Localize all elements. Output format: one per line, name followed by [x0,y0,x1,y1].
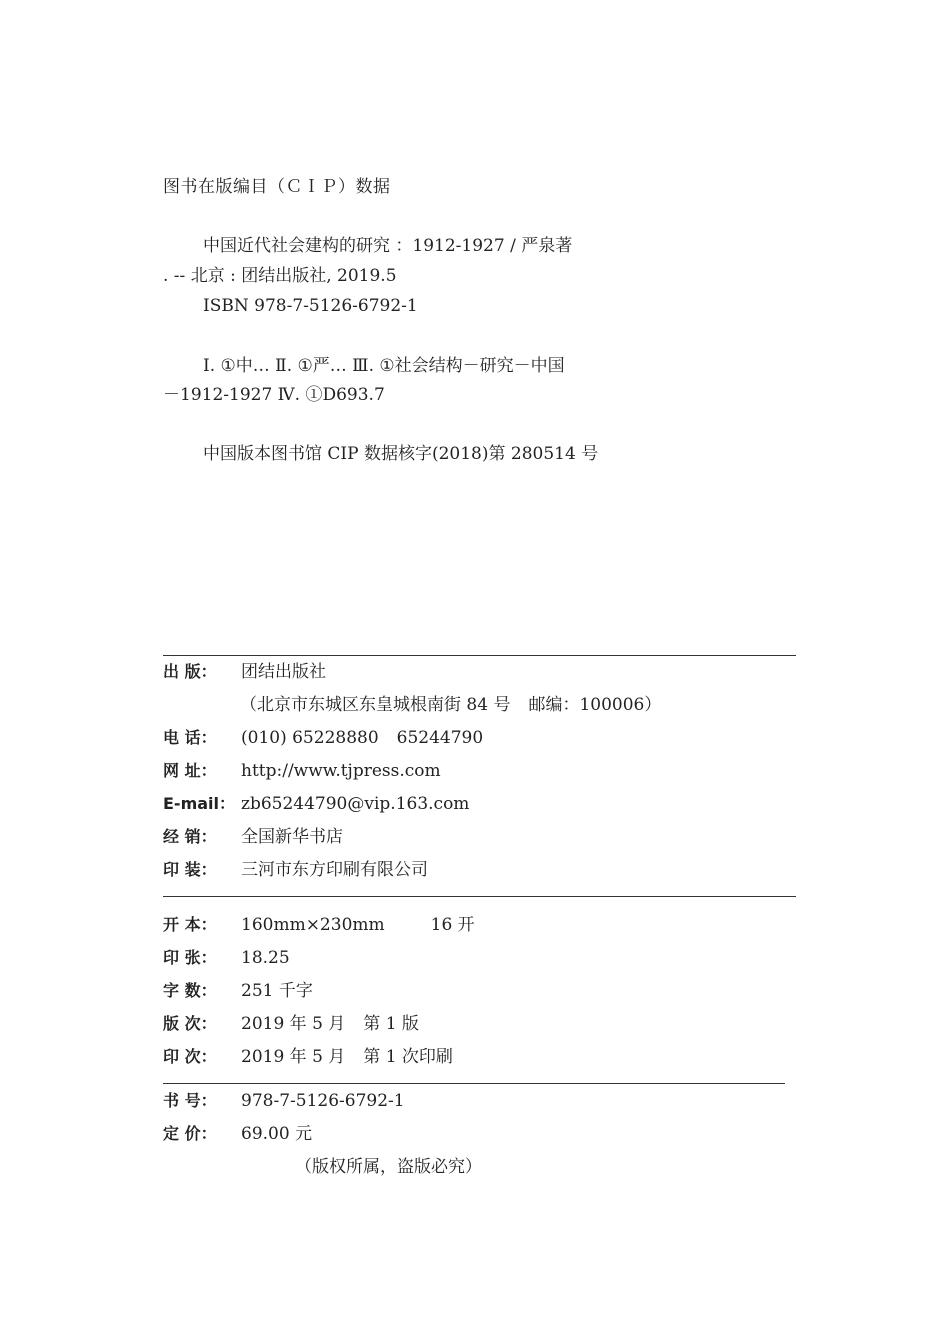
info-label: 字 数： [163,981,217,1000]
divider-top [163,655,796,656]
website-value: http://www.tjpress.com [241,761,441,781]
phone-value-2: 65244790 [396,728,484,748]
price-value: 69.00 元 [241,1124,313,1144]
postcode-value: 邮编：100006） [528,695,662,715]
cip-line-verification: 中国版本图书馆 CIP 数据核字(2018)第 280514 号 [203,444,599,464]
info-value: 团结出版社 [241,662,326,682]
info-label: 印 张： [163,948,217,967]
info-row-format [163,913,475,937]
cip-line-isbn: ISBN 978-7-5126-6792-1 [203,296,418,316]
info-label: E-mail： [163,794,236,813]
cip-title: 图书在版编目（ＣＩＰ）数据 [163,177,391,197]
info-row-distributor [163,825,343,849]
info-row-sheets [163,946,290,970]
info-label: 印 装： [163,860,217,879]
info-label: 开 本： [163,915,217,934]
info-label: 书 号： [163,1091,217,1110]
info-label: 出 版： [163,662,217,681]
info-label: 定 价： [163,1124,217,1143]
book-number-value: 978-7-5126-6792-1 [241,1091,405,1111]
cip-line-publisher: . -- 北京 : 团结出版社, 2019.5 [163,266,397,286]
info-row-printer [163,858,428,882]
phone-value-1: (010) 65228880 [241,728,379,748]
format-value-2: 16 开 [430,915,475,935]
info-row-phone [163,726,483,750]
info-row-edition [163,1012,419,1036]
info-label: 版 次： [163,1014,217,1033]
printing-value-2: 第 1 次印刷 [363,1047,453,1067]
address-value: （北京市东城区东皇城根南街 84 号 [240,695,511,715]
info-label: 电 话： [163,728,217,747]
info-label: 网 址： [163,761,217,780]
info-row-words [163,979,313,1003]
printing-value-1: 2019 年 5 月 [241,1047,346,1067]
email-value: zb65244790@vip.163.com [241,794,470,814]
info-row-book-number [163,1089,405,1113]
cip-line-subjects: Ⅰ. ①中… Ⅱ. ①严… Ⅲ. ①社会结构－研究－中国 [203,356,565,376]
distributor-value: 全国新华书店 [241,827,343,847]
info-label: 印 次： [163,1047,217,1066]
format-value-1: 160mm×230mm [241,915,385,935]
edition-value-1: 2019 年 5 月 [241,1014,346,1034]
divider-middle [163,896,796,897]
info-row-website [163,759,441,783]
info-row-publisher [163,660,326,684]
info-row-printing [163,1045,453,1069]
printer-value: 三河市东方印刷有限公司 [241,860,428,880]
cip-line-classification: －1912-1927 Ⅳ. ①D693.7 [163,385,385,405]
info-label: 经 销： [163,827,217,846]
cip-line-title-author: 中国近代社会建构的研究 ：1912-1927 / 严泉著 [203,236,573,256]
edition-value-2: 第 1 版 [363,1014,419,1034]
words-value: 251 千字 [241,981,313,1001]
info-row-email [163,792,469,816]
sheets-value: 18.25 [241,948,290,968]
info-row-price [163,1122,312,1146]
copyright-notice: （版权所属，盗版必究） [295,1157,482,1177]
info-row-address [240,693,661,717]
divider-bottom [163,1083,785,1084]
